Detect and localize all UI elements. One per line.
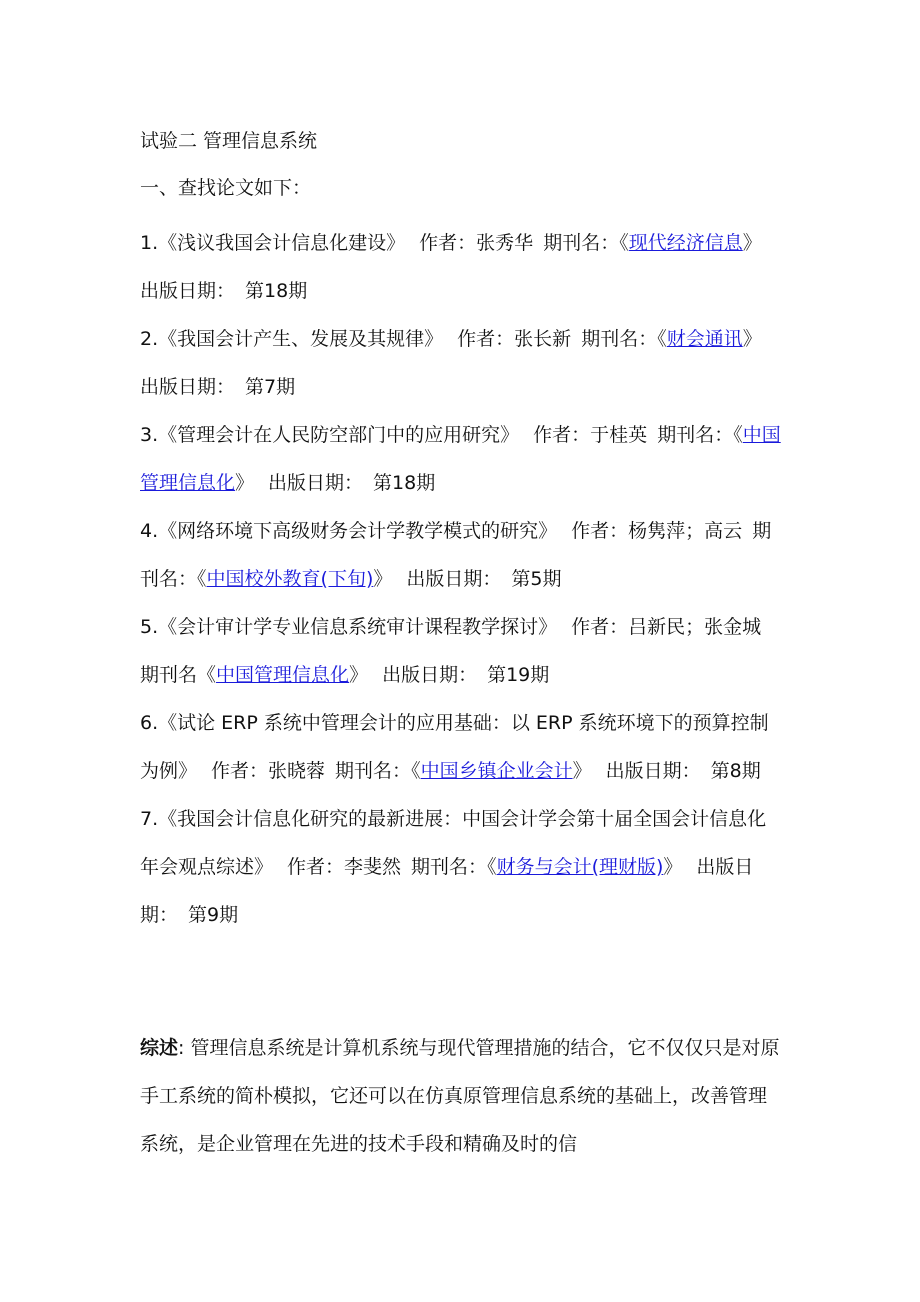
author-name: 张晓蓉 — [268, 760, 326, 782]
author-label: 作者： — [457, 328, 515, 350]
journal-open-bracket: 《 — [197, 568, 207, 590]
journal-close-bracket: 》 — [742, 328, 762, 350]
journal-close-bracket: 》 — [349, 664, 369, 686]
issue-number: 第19期 — [487, 664, 550, 686]
date-label: 出版日期： — [140, 376, 236, 398]
journal-link[interactable]: 财务与会计(理财版) — [496, 856, 664, 878]
author-name: 杨隽萍；高云 — [628, 520, 743, 542]
reference-item — [140, 795, 785, 939]
journal-link[interactable]: 中国管理信息化 — [140, 424, 781, 494]
author-name: 吕新民；张金城 — [628, 616, 762, 638]
journal-open-bracket: 《 — [197, 664, 217, 686]
journal-link[interactable]: 中国校外教育(下旬) — [206, 568, 374, 590]
paper-title: 《管理会计在人民防空部门中的应用研究》 — [158, 424, 520, 446]
journal-label: 期刊名： — [657, 424, 734, 446]
journal-open-bracket: 《 — [733, 424, 743, 446]
issue-number: 第8期 — [710, 760, 761, 782]
reference-item — [140, 699, 785, 795]
issue-number: 第7期 — [245, 376, 296, 398]
reference-number: 5. — [140, 616, 159, 638]
issue-number: 第5期 — [511, 568, 562, 590]
reference-item — [140, 315, 785, 411]
author-label: 作者： — [211, 760, 269, 782]
journal-label: 期刊名： — [581, 328, 658, 350]
reference-number: 1. — [140, 232, 159, 254]
journal-label: 期刊名： — [140, 520, 772, 590]
paper-title: 《我国会计产生、发展及其规律》 — [158, 328, 444, 350]
reference-number: 7. — [140, 808, 159, 830]
journal-label: 期刊名： — [411, 856, 488, 878]
date-label: 出版日期： — [140, 856, 754, 926]
issue-number: 第9期 — [188, 904, 239, 926]
journal-close-bracket: 》 — [742, 232, 762, 254]
reference-number: 6. — [140, 712, 159, 734]
reference-item — [140, 411, 785, 507]
issue-number: 第18期 — [245, 280, 308, 302]
journal-close-bracket: 》 — [663, 856, 683, 878]
reference-list — [140, 219, 785, 939]
reference-item — [140, 507, 785, 603]
section-heading: 一、查找论文如下： — [140, 177, 312, 199]
summary-text: 管理信息系统是计算机系统与现代管理措施的结合，它不仅仅只是对原手工系统的简朴模拟，它还可以在仿真原管理信息系统的基础上，改善管理系统，是企业管理在先进的技术手段和精确及时的信 — [140, 1037, 780, 1155]
author-name: 张长新 — [514, 328, 572, 350]
journal-open-bracket: 《 — [487, 856, 497, 878]
journal-close-bracket: 》 — [235, 472, 255, 494]
journal-link[interactable]: 中国乡镇企业会计 — [420, 760, 573, 782]
journal-label: 期刊名 — [140, 664, 198, 686]
author-label: 作者： — [419, 232, 477, 254]
author-name: 李斐然 — [344, 856, 402, 878]
author-name: 张秀华 — [476, 232, 534, 254]
journal-open-bracket: 《 — [619, 232, 629, 254]
journal-label: 期刊名： — [335, 760, 412, 782]
paper-title: 《网络环境下高级财务会计学教学模式的研究》 — [158, 520, 558, 542]
journal-open-bracket: 《 — [411, 760, 421, 782]
date-label: 出版日期： — [382, 664, 478, 686]
date-label: 出版日期： — [406, 568, 502, 590]
reference-number: 2. — [140, 328, 159, 350]
reference-number: 4. — [140, 520, 159, 542]
summary-paragraph — [140, 1024, 785, 1168]
author-label: 作者： — [571, 616, 629, 638]
journal-link[interactable]: 中国管理信息化 — [216, 664, 350, 686]
paper-title: 《试论 ERP 系统中管理会计的应用基础：以 ERP 系统环境下的预算控制为例》 — [140, 712, 769, 782]
journal-open-bracket: 《 — [657, 328, 667, 350]
paper-title: 《浅议我国会计信息化建设》 — [158, 232, 406, 254]
paper-title: 《我国会计信息化研究的最新进展：中国会计学会第十届全国会计信息化年会观点综述》 — [140, 808, 767, 878]
author-name: 于桂英 — [590, 424, 648, 446]
issue-number: 第18期 — [373, 472, 436, 494]
author-label: 作者： — [287, 856, 345, 878]
date-label: 出版日期： — [140, 280, 236, 302]
author-label: 作者： — [571, 520, 629, 542]
summary-heading: 综述 — [140, 1037, 179, 1059]
journal-close-bracket: 》 — [373, 568, 393, 590]
date-label: 出版日期： — [605, 760, 701, 782]
journal-link[interactable]: 财会通讯 — [666, 328, 743, 350]
journal-close-bracket: 》 — [572, 760, 592, 782]
date-label: 出版日期： — [268, 472, 364, 494]
journal-link[interactable]: 现代经济信息 — [628, 232, 743, 254]
reference-item — [140, 219, 785, 315]
reference-item — [140, 603, 785, 699]
paper-title: 《会计审计学专业信息系统审计课程教学探讨》 — [158, 616, 558, 638]
summary-separator: : — [178, 1037, 191, 1059]
document-title: 试验二 管理信息系统 — [140, 130, 318, 152]
reference-number: 3. — [140, 424, 159, 446]
author-label: 作者： — [533, 424, 591, 446]
journal-label: 期刊名： — [543, 232, 620, 254]
